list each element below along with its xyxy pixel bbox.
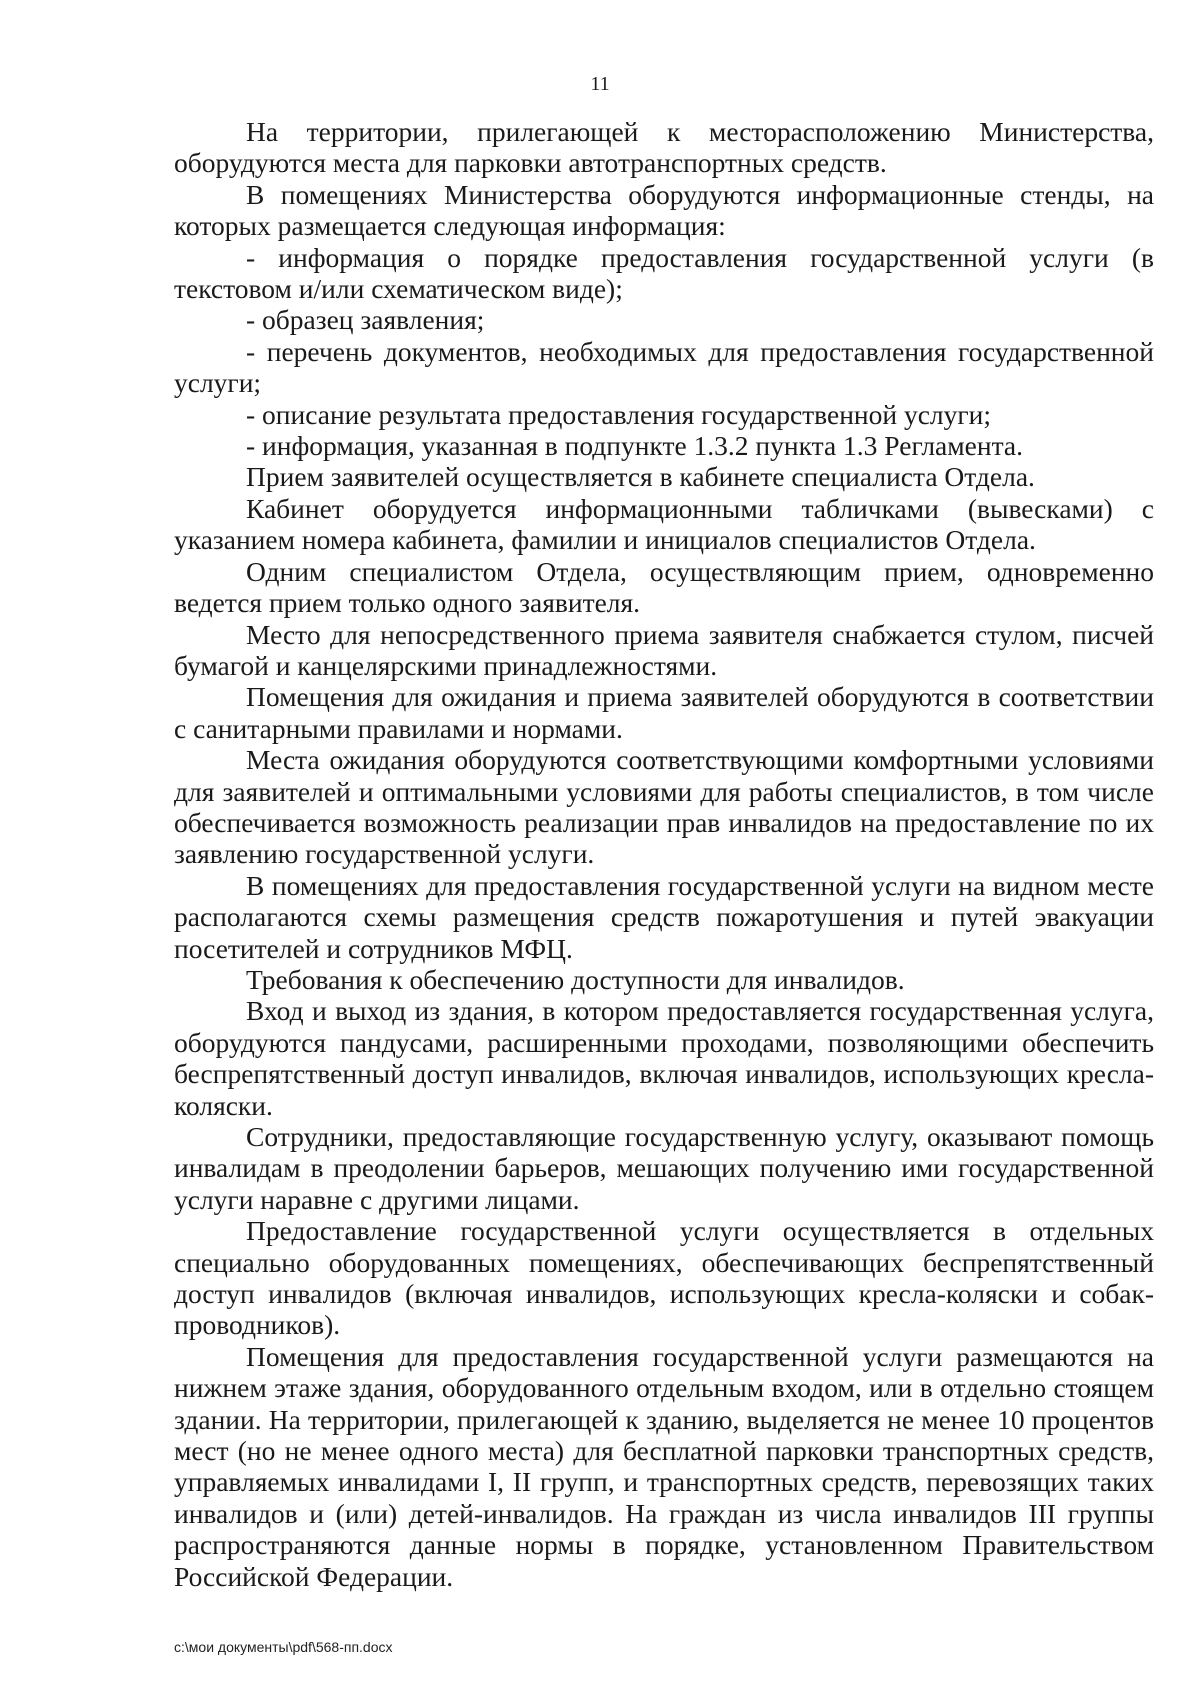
list-item-application-sample: - образец заявления; bbox=[246, 304, 485, 336]
paragraph-info-stands: В помещениях Министерства оборудуются информационные стенды, на которых размещается следующая информация: bbox=[174, 178, 1154, 242]
paragraph-staff-assistance: Сотрудники, предоставляющие государственную услугу, оказывают помощь инвалидам в преодолении барьеров, мешающих получению ими государственной услуги наравне с другими лицами. bbox=[174, 1121, 1154, 1215]
document-body bbox=[174, 116, 1154, 1592]
list-item-result-description: - описание результата предоставления государственной услуги; bbox=[246, 398, 992, 430]
paragraph-entrance-ramps: Вход и выход из здания, в котором предоставляется государственная услуга, оборудуются пандусами, расширенными проходами, позволяющими обеспечить беспрепятственный доступ инвалидов, включая инвалидов, использующих кресла-коляски. bbox=[174, 995, 1154, 1121]
paragraph-ground-floor-parking: Помещения для предоставления государственной услуги размещаются на нижнем этаже здания, оборудованного отдельным входом, или в отдельно стоящем здании. На территории, прилегающей к зданию, выделяется не менее 10 процентов мест (но не менее одного места) для бесплатной парковки транспортных средств, управляемых инвалидами I, II групп, и транспортных средств, перевозящих таких инвалидов и (или) детей-инвалидов. На граждан из числа инвалидов III группы распространяются данные нормы в порядке, установленном Правительством Российской Федерации. bbox=[174, 1340, 1154, 1592]
list-item-procedure-info: - информация о порядке предоставления государственной услуги (в текстовом и/или схематическом виде); bbox=[174, 241, 1154, 305]
paragraph-reception-office: Прием заявителей осуществляется в кабинете специалиста Отдела. bbox=[246, 461, 1035, 493]
paragraph-office-signs: Кабинет оборудуется информационными табличками (вывесками) с указанием номера кабинета, фамилии и инициалов специалистов Отдела. bbox=[174, 492, 1154, 556]
paragraph-one-applicant: Одним специалистом Отдела, осуществляющим прием, одновременно ведется прием только одного заявителя. bbox=[174, 555, 1154, 619]
paragraph-sanitary-rules: Помещения для ожидания и приема заявителей оборудуются в соответствии с санитарными правилами и нормами. bbox=[174, 681, 1154, 744]
paragraph-accessibility-heading: Требования к обеспечению доступности для инвалидов. bbox=[246, 963, 905, 995]
list-item-documents-list: - перечень документов, необходимых для предоставления государственной услуги; bbox=[174, 335, 1154, 399]
paragraph-evacuation-schemes: В помещениях для предоставления государственной услуги на видном месте располагаются схемы размещения средств пожаротушения и путей эвакуации посетителей и сотрудников МФЦ. bbox=[174, 869, 1154, 964]
paragraph-waiting-places: Места ожидания оборудуются соответствующими комфортными условиями для заявителей и оптимальными условиями для работы специалистов, в том числе обеспечивается возможность реализации прав инвалидов на предоставление по их заявлению государственной услуги. bbox=[174, 744, 1154, 870]
footer-file-path: c:\мои документы\pdf\568-пп.docx bbox=[174, 1639, 393, 1655]
list-item-regulation-reference: - информация, указанная в подпункте 1.3.2 пункта 1.3 Регламента. bbox=[246, 430, 1024, 462]
paragraph-reception-place: Место для непосредственного приема заявителя снабжается стулом, писчей бумагой и канцелярскими принадлежностями. bbox=[174, 618, 1154, 681]
page-number: 11 bbox=[590, 73, 610, 95]
paragraph-parking: На территории, прилегающей к месторасположению Министерства, оборудуются места для парковки автотранспортных средств. bbox=[174, 116, 1154, 179]
paragraph-special-premises: Предоставление государственной услуги осуществляется в отдельных специально оборудованных помещениях, обеспечивающих беспрепятственный доступ инвалидов (включая инвалидов, использующих кресла-коляски и собак-проводников). bbox=[174, 1215, 1154, 1341]
